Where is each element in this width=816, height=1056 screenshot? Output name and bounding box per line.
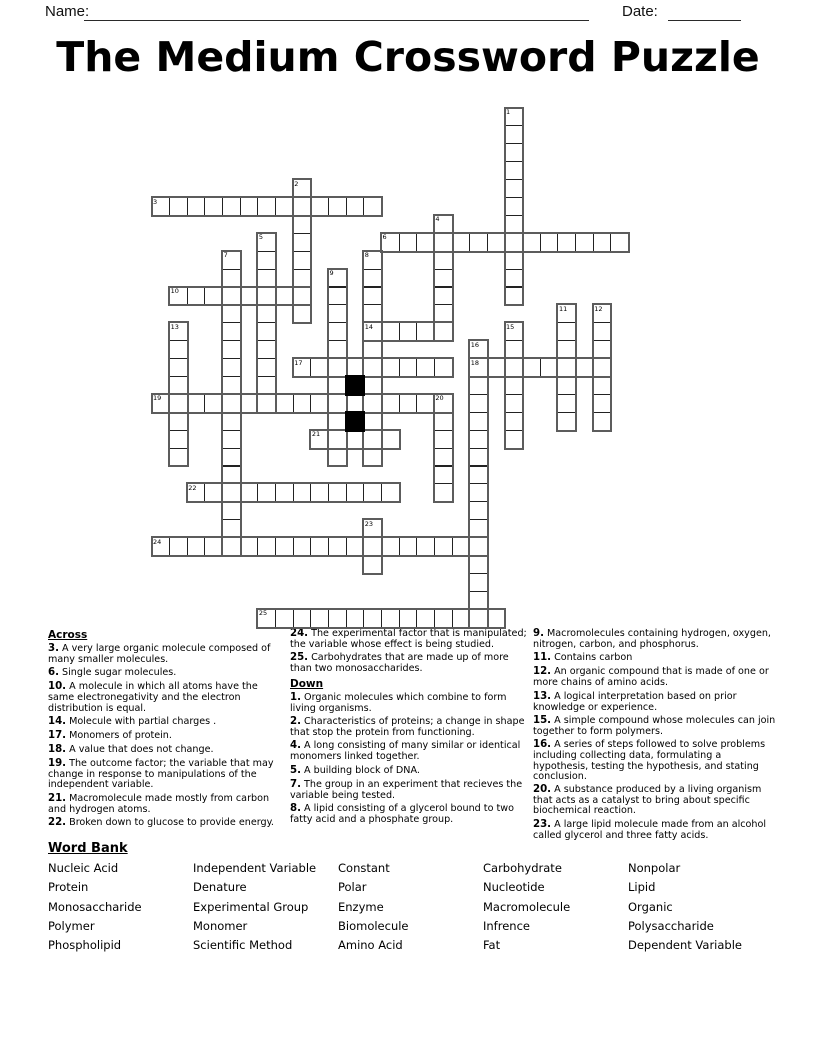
- clue-item-10: 10. A molecule in which all atoms have the same electronegativity and the electron distribution is equal.: [48, 681, 258, 714]
- word-outline-6-across: [380, 232, 630, 253]
- clue-number: 23.: [533, 818, 552, 830]
- cell-number-11: 11: [558, 304, 568, 313]
- clue-column-across: [48, 629, 286, 832]
- clue-item-17: 17. Monomers of protein.: [48, 730, 172, 742]
- word-bank-item: Monomer: [193, 918, 248, 933]
- word-bank-item: Organic: [628, 899, 673, 914]
- cell-number-24: 24: [153, 537, 162, 546]
- clue-number: 8.: [290, 803, 301, 815]
- clue-number: 6.: [48, 667, 59, 679]
- word-bank-item: Macromolecule: [483, 899, 571, 914]
- word-bank-item: Scientific Method: [193, 938, 293, 953]
- word-bank-item: Monosaccharide: [48, 899, 142, 914]
- clue-number: 2.: [290, 716, 301, 728]
- word-bank-item: Biomolecule: [338, 918, 409, 933]
- word-bank-item: Experimental Group: [193, 899, 309, 914]
- word-bank-item: Fat: [483, 938, 501, 953]
- word-bank-item: Lipid: [628, 880, 656, 895]
- clue-item-8: 8. A lipid consisting of a glycerol bound to two fatty acid and a phosphate group.: [290, 803, 514, 826]
- word-outline-24-across: [151, 536, 489, 557]
- clue-number: 18.: [48, 744, 67, 756]
- word-bank-item: Infrence: [483, 918, 530, 933]
- cell-number-17: 17: [294, 358, 303, 367]
- word-bank-item: Dependent Variable: [628, 938, 742, 953]
- clue-item-14: 14. Molecule with partial charges .: [48, 716, 217, 728]
- cell-number-7: 7: [223, 251, 228, 260]
- clue-heading-down: Down: [290, 677, 324, 690]
- clue-number: 15.: [533, 715, 552, 727]
- word-bank-item: Constant: [338, 861, 390, 875]
- clue-number: 24.: [290, 628, 309, 639]
- word-bank-item: Nonpolar: [628, 861, 681, 875]
- cell-number-12: 12: [594, 304, 603, 313]
- cell-number-19: 19: [153, 394, 162, 403]
- date-label: Date:: [622, 3, 658, 20]
- clue-number: 3.: [48, 643, 59, 654]
- cell-number-13: 13: [170, 322, 179, 331]
- cell-number-10: 10: [170, 287, 179, 295]
- word-bank-item: Phospholipid: [48, 938, 122, 953]
- word-bank-item: Polysaccharide: [628, 918, 714, 933]
- cell-number-4: 4: [435, 215, 440, 224]
- clue-item-1: 1. Organic molecules which combine to form living organisms.: [290, 691, 507, 714]
- clue-item-25: 25. Carbohydrates that are made up of more than two monosaccharides.: [290, 652, 509, 675]
- clue-item-23: 23. A large lipid molecule made from an alcohol called glycerol and three fatty acids.: [533, 818, 767, 841]
- clue-item-13: 13. A logical interpretation based on prior knowledge or experience.: [533, 690, 737, 713]
- cell-number-9: 9: [329, 269, 334, 278]
- clue-number: 13.: [533, 690, 552, 702]
- clue-number: 1.: [290, 691, 301, 703]
- clue-item-12: 12. An organic compound that is made of one or more chains of amino acids.: [533, 666, 769, 689]
- word-bank-item: Polymer: [48, 918, 95, 933]
- word-outline-5-down: [256, 232, 277, 414]
- cell-number-5: 5: [258, 233, 264, 242]
- word-bank-item: Independent Variable: [193, 861, 317, 875]
- clue-item-7: 7. The group in an experiment that recieves the variable being tested.: [290, 778, 523, 801]
- word-outline-3-across: [151, 196, 383, 217]
- clue-item-20: 20. A substance produced by a living organism that acts as a catalyst to bring about specific biochemical reaction.: [533, 784, 762, 817]
- clue-number: 19.: [48, 758, 67, 770]
- cell-number-15: 15: [506, 322, 515, 331]
- cell-number-1: 1: [506, 108, 511, 116]
- cell-number-3: 3: [153, 197, 158, 206]
- word-outline-1-down: [504, 107, 525, 307]
- word-bank-item: Protein: [48, 880, 89, 895]
- clue-item-11: 11. Contains carbon: [533, 652, 633, 664]
- clue-number: 10.: [48, 681, 67, 693]
- clue-number: 4.: [290, 740, 301, 752]
- clue-item-22: 22. Broken down to glucose to provide energy.: [48, 817, 274, 829]
- clue-item-15: 15. A simple compound whose molecules can join together to form polymers.: [533, 715, 776, 738]
- word-bank-column: [483, 861, 570, 957]
- clue-number: 11.: [533, 652, 552, 664]
- clue-number: 12.: [533, 666, 552, 678]
- clue-column-down: [533, 629, 776, 844]
- clue-item-9: 9. Macromolecules containing hydrogen, oxygen, nitrogen, carbon, and phosphorus.: [533, 628, 771, 650]
- clue-item-16: 16. A series of steps followed to solve problems including collecting data, formulating a hypothesis, testing the hypothesis, and stating conclusion.: [533, 739, 766, 782]
- word-outline-20-down: [433, 393, 454, 503]
- clue-item-24: 24. The experimental factor that is manipulated; the variable whose effect is being studied.: [290, 628, 527, 650]
- clue-number: 16.: [533, 739, 552, 751]
- word-bank-item: Polar: [338, 880, 367, 895]
- clue-item-2: 2. Characteristics of proteins; a change in shape that stop the protein from functioning.: [290, 716, 525, 738]
- cell-number-16: 16: [470, 340, 479, 349]
- word-outline-17-across: [292, 357, 454, 378]
- word-outline-25-across: [256, 608, 506, 629]
- page-title: The Medium Crossword Puzzle: [56, 33, 760, 81]
- cell-number-20: 20: [435, 394, 444, 403]
- cell-number-25: 25: [258, 609, 268, 618]
- cell-number-6: 6: [382, 233, 387, 242]
- word-outline-18-across: [468, 357, 612, 378]
- clue-item-4: 4. A long consisting of many similar or identical monomers linked together.: [290, 740, 521, 763]
- clue-number: 17.: [48, 730, 67, 742]
- clue-number: 14.: [48, 716, 67, 728]
- clue-number: 25.: [290, 652, 309, 664]
- word-bank-column: [628, 861, 742, 957]
- word-outline-16-down: [468, 339, 489, 628]
- word-bank-item: Amino Acid: [338, 938, 403, 953]
- clue-item-18: 18. A value that does not change.: [48, 744, 214, 756]
- clue-number: 7.: [290, 778, 301, 790]
- word-outline-22-across: [186, 482, 401, 503]
- word-bank-item: Carbohydrate: [483, 861, 562, 875]
- clue-number: 9.: [533, 628, 544, 639]
- clue-number: 22.: [48, 817, 67, 829]
- word-bank-column: [193, 861, 316, 957]
- cell-number-23: 23: [364, 519, 374, 528]
- cell-number-18: 18: [470, 358, 479, 367]
- clue-column-middle: [290, 629, 531, 829]
- word-bank-item: Denature: [193, 880, 247, 895]
- cell-number-22: 22: [188, 483, 197, 492]
- word-bank-item: Nucleic Acid: [48, 861, 119, 875]
- cell-number-14: 14: [364, 322, 374, 331]
- clue-item-5: 5. A building block of DNA.: [290, 764, 420, 776]
- clue-heading-across: Across: [48, 629, 88, 641]
- word-bank-column: [338, 861, 409, 957]
- cell-number-21: 21: [311, 430, 321, 439]
- name-label: Name:: [45, 3, 90, 20]
- word-bank-column: [48, 861, 142, 957]
- word-outline-15-down: [504, 321, 525, 449]
- cell-number-2: 2: [294, 179, 299, 188]
- cell-number-8: 8: [364, 251, 369, 260]
- clue-item-6: 6. Single sugar molecules.: [48, 667, 177, 679]
- word-bank-heading: Word Bank: [48, 841, 128, 856]
- clue-item-19: 19. The outcome factor; the variable that may change in response to manipulations of the independent variable.: [48, 758, 274, 791]
- word-bank-item: Nucleotide: [483, 880, 545, 895]
- word-outline-10-across: [168, 286, 312, 307]
- black-cell: [345, 411, 366, 432]
- clue-number: 20.: [533, 784, 552, 796]
- clue-item-3: 3. A very large organic molecule composed of many smaller molecules.: [48, 643, 271, 665]
- clue-number: 5.: [290, 764, 301, 776]
- black-cell: [345, 375, 366, 396]
- clue-number: 21.: [48, 792, 67, 804]
- word-bank-item: Enzyme: [338, 899, 384, 914]
- word-outline-19-across: [151, 393, 454, 414]
- clue-item-21: 21. Macromolecule made mostly from carbon and hydrogen atoms.: [48, 792, 270, 815]
